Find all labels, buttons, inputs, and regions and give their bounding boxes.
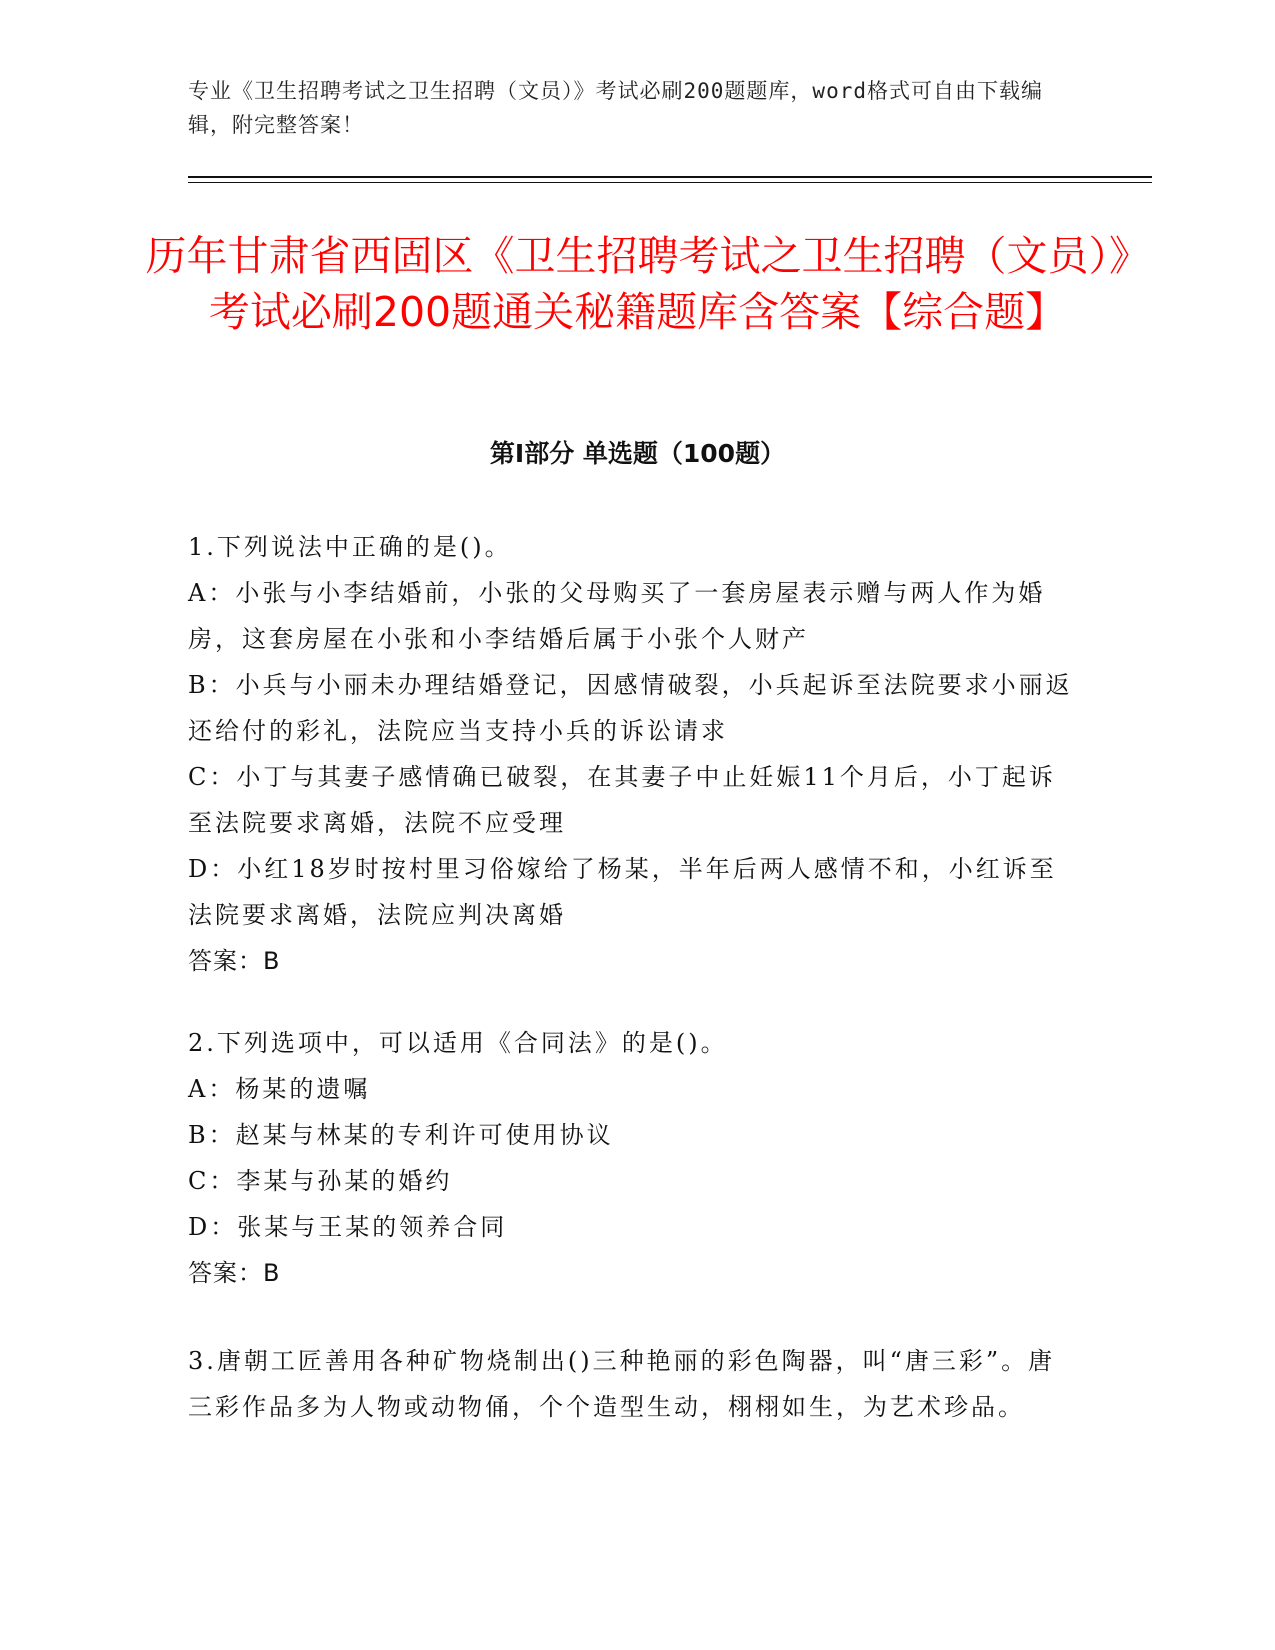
header-note: 专业《卫生招聘考试之卫生招聘（文员）》考试必刷200题题库，word格式可自由下载编辑，附完整答案！: [188, 79, 1043, 137]
question-stem: 1.下列说法中正确的是()。: [188, 533, 512, 561]
question-stem: 3.唐朝工匠善用各种矿物烧制出()三种艳丽的彩色陶器，叫“唐三彩”。唐三彩作品多为人物或动物俑，个个造型生动，栩栩如生，为艺术珍品。: [188, 1347, 1056, 1421]
question-1: [188, 524, 1078, 984]
answer-line: 答案：B: [188, 947, 281, 975]
option-a: A：小张与小李结婚前，小张的父母购买了一套房屋表示赠与两人作为婚房，这套房屋在小张和小李结婚后属于小张个人财产: [188, 579, 1046, 653]
question-2: [188, 1020, 1078, 1296]
option-d: D：张某与王某的领养合同: [188, 1213, 508, 1241]
answer-line: 答案：B: [188, 1259, 281, 1287]
header-rule-thin: [188, 182, 1152, 183]
option-c: C：小丁与其妻子感情确已破裂，在其妻子中止妊娠11个月后，小丁起诉至法院要求离婚，法院不应受理: [188, 763, 1056, 837]
option-b: B：小兵与小丽未办理结婚登记，因感情破裂，小兵起诉至法院要求小丽返还给付的彩礼，法院应当支持小兵的诉讼请求: [188, 671, 1073, 745]
document-title: 历年甘肃省西固区《卫生招聘考试之卫生招聘（文员）》考试必刷200题通关秘籍题库含答案【综合题】: [145, 232, 1130, 336]
option-a: A：杨某的遗嘱: [188, 1075, 371, 1103]
header-rule-thick: [188, 176, 1152, 178]
section-heading: 第Ⅰ部分 单选题（100题）: [489, 439, 786, 468]
option-b: B：赵某与林某的专利许可使用协议: [188, 1121, 614, 1149]
question-3: [188, 1338, 1078, 1430]
option-c: C：李某与孙某的婚约: [188, 1167, 453, 1195]
question-stem: 2.下列选项中，可以适用《合同法》的是()。: [188, 1029, 728, 1057]
option-d: D：小红18岁时按村里习俗嫁给了杨某，半年后两人感情不和，小红诉至法院要求离婚，法院应判决离婚: [188, 855, 1057, 929]
